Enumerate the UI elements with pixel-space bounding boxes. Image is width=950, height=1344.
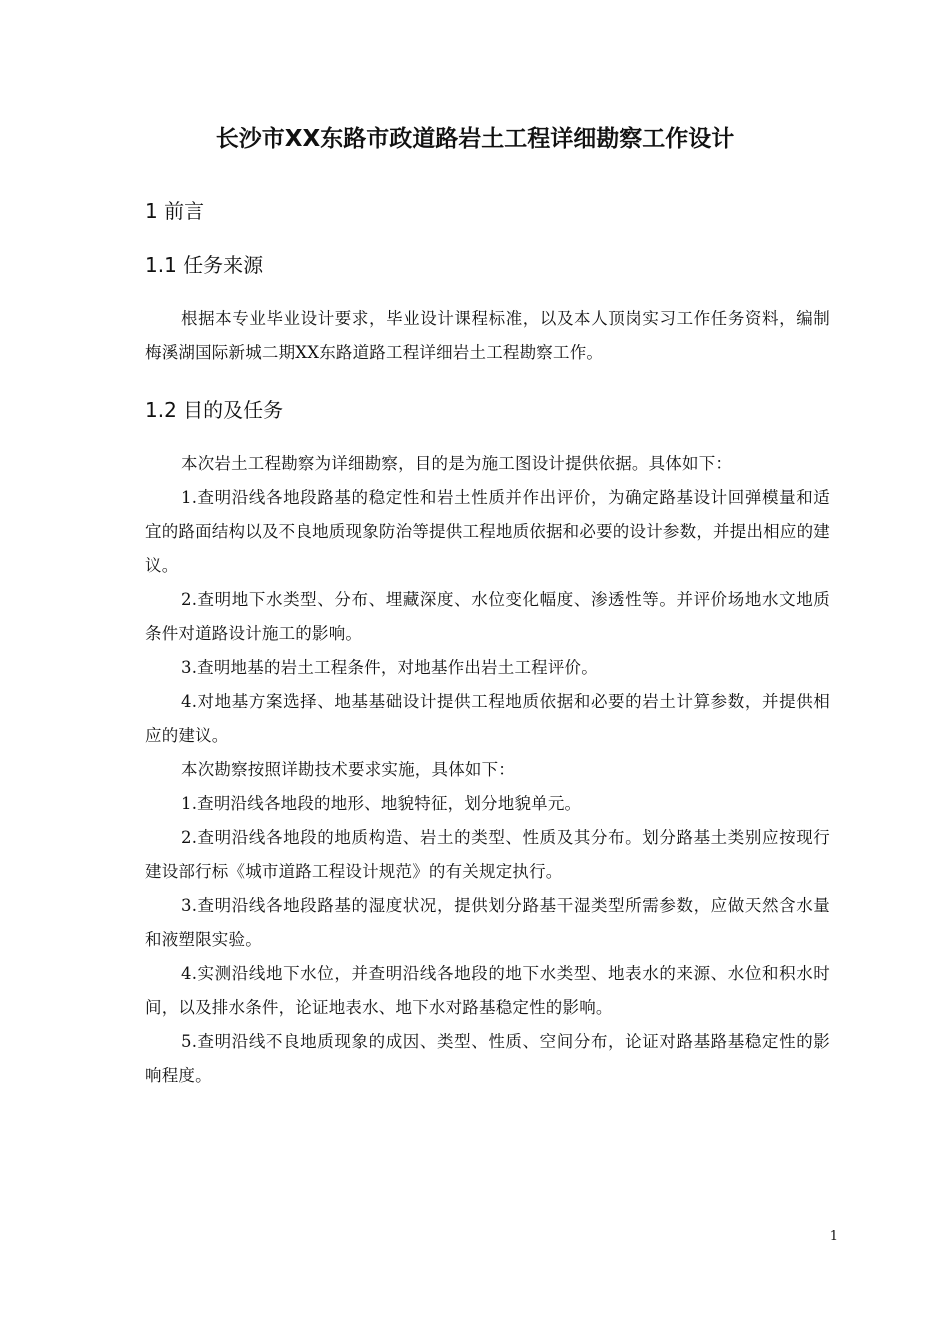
paragraph: 3.查明地基的岩土工程条件，对地基作出岩土工程评价。 <box>181 658 598 677</box>
paragraph: 根据本专业毕业设计要求，毕业设计课程标准，以及本人顶岗实习工作任务资料，编制梅溪湖国际新城二期XX东路道路工程详细岩土工程勘察工作。 <box>145 309 830 362</box>
section-heading-preface: 1 前言 <box>145 199 205 223</box>
paragraph: 1.查明沿线各地段的地形、地貌特征，划分地貌单元。 <box>181 794 582 813</box>
paragraph: 本次勘察按照详勘技术要求实施，具体如下： <box>181 760 515 779</box>
paragraph: 4.对地基方案选择、地基基础设计提供工程地质依据和必要的岩土计算参数，并提供相应的建议。 <box>145 692 830 745</box>
section-heading-task-source: 1.1 任务来源 <box>145 253 264 277</box>
purpose-body <box>145 447 830 1093</box>
paragraph: 2.查明地下水类型、分布、埋藏深度、水位变化幅度、渗透性等。并评价场地水文地质条件对道路设计施工的影响。 <box>145 590 830 643</box>
document-title: 长沙市XX东路市政道路岩土工程详细勘察工作设计 <box>215 126 735 152</box>
task-source-body <box>145 302 830 370</box>
section-heading-purpose: 1.2 目的及任务 <box>145 398 284 422</box>
paragraph: 本次岩土工程勘察为详细勘察，目的是为施工图设计提供依据。具体如下： <box>181 454 733 473</box>
paragraph: 1.查明沿线各地段路基的稳定性和岩土性质并作出评价，为确定路基设计回弹模量和适宜的路面结构以及不良地质现象防治等提供工程地质依据和必要的设计参数，并提出相应的建议。 <box>145 488 830 575</box>
paragraph: 5.查明沿线不良地质现象的成因、类型、性质、空间分布，论证对路基路基稳定性的影响程度。 <box>145 1032 830 1085</box>
paragraph: 2.查明沿线各地段的地质构造、岩土的类型、性质及其分布。划分路基土类别应按现行建设部行标《城市道路工程设计规范》的有关规定执行。 <box>145 828 830 881</box>
paragraph: 3.查明沿线各地段路基的湿度状况，提供划分路基干湿类型所需参数，应做天然含水量和液塑限实验。 <box>145 896 830 949</box>
page-number: 1 <box>829 1229 838 1244</box>
paragraph: 4.实测沿线地下水位，并查明沿线各地段的地下水类型、地表水的来源、水位和积水时间，以及排水条件，论证地表水、地下水对路基稳定性的影响。 <box>145 964 830 1017</box>
